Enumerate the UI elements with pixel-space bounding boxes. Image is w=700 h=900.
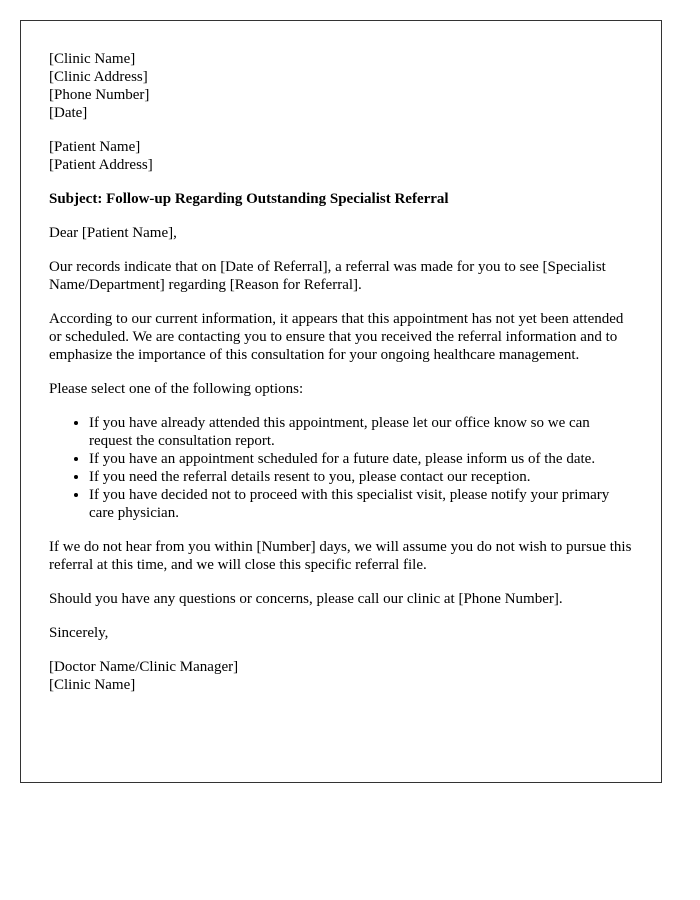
recipient-block — [49, 138, 633, 174]
patient-name: [Patient Name] — [49, 139, 141, 155]
paragraph-contact: Should you have any questions or concerns, please call our clinic at [Phone Number]. — [49, 591, 563, 607]
paragraph-deadline: If we do not hear from you within [Number] days, we will assume you do not wish to pursue this referral at this time, and we will close this specific referral file. — [49, 539, 632, 573]
subject-line: Subject: Follow-up Regarding Outstanding Specialist Referral — [49, 191, 449, 207]
letter-page — [20, 20, 662, 783]
signoff: Sincerely, — [49, 625, 109, 641]
patient-address: [Patient Address] — [49, 157, 153, 173]
paragraph-options-intro: Please select one of the following options: — [49, 381, 304, 397]
paragraph-referral: Our records indicate that on [Date of Referral], a referral was made for you to see [Specialist Name/Department] regarding [Reason for Referral]. — [49, 259, 606, 293]
option-item: • If you have decided not to proceed with this specialist visit, please notify your primary care physician. — [89, 486, 633, 522]
letter-date: [Date] — [49, 105, 88, 121]
option-item: • If you need the referral details resent to you, please contact our reception. — [89, 468, 633, 486]
option-item: • If you have already attended this appointment, please let our office know so we can request the consultation report. — [89, 414, 633, 450]
paragraph-status: According to our current information, it appears that this appointment has not yet been attended or scheduled. We are contacting you to ensure that you received the referral information and to emphasize the importance of this consultation for your ongoing healthcare management. — [49, 311, 624, 363]
clinic-phone: [Phone Number] — [49, 87, 150, 103]
signatory-name: [Doctor Name/Clinic Manager] — [49, 659, 239, 675]
clinic-name: [Clinic Name] — [49, 51, 136, 67]
salutation: Dear [Patient Name], — [49, 225, 177, 241]
options-list — [49, 414, 633, 522]
signature-block — [49, 658, 633, 694]
clinic-address: [Clinic Address] — [49, 69, 148, 85]
option-item: • If you have an appointment scheduled for a future date, please inform us of the date. — [89, 450, 633, 468]
signatory-clinic: [Clinic Name] — [49, 677, 136, 693]
sender-block — [49, 50, 633, 122]
